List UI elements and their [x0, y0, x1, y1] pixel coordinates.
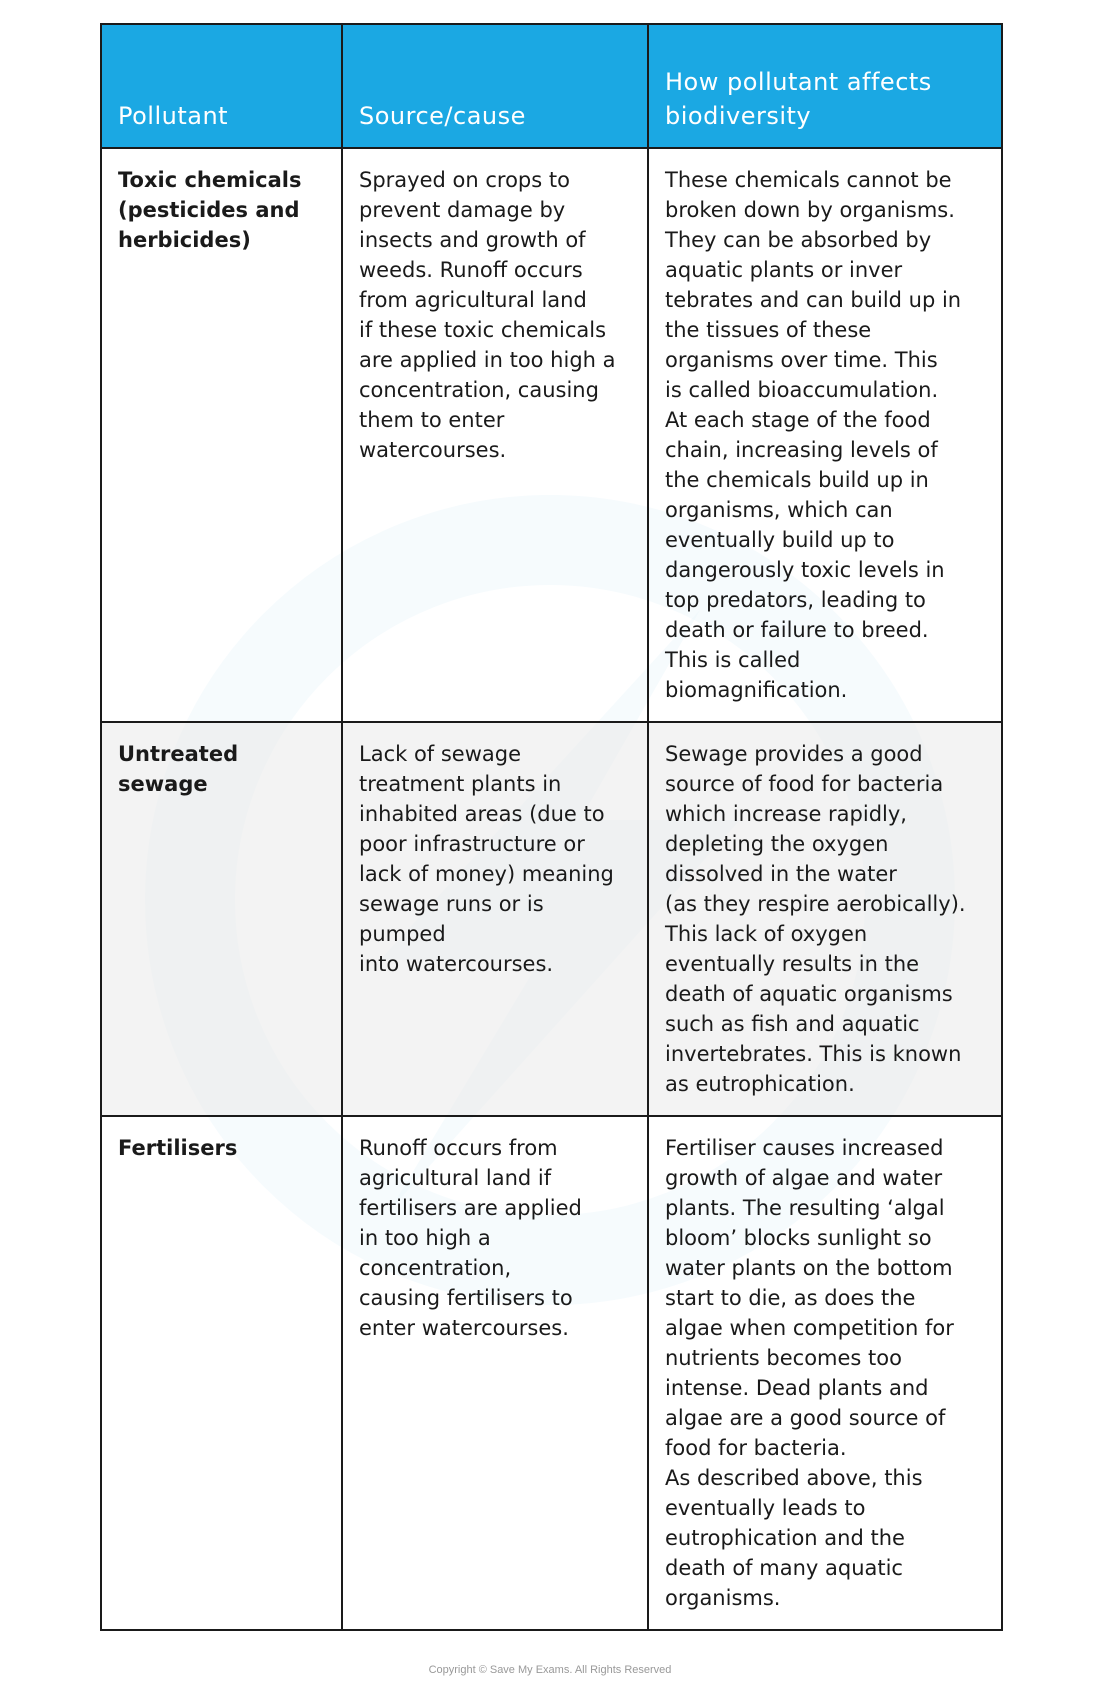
- copyright-notice: Copyright © Save My Exams. All Rights Reserved: [428, 1664, 672, 1676]
- header-biodiversity-effect: How pollutant affects biodiversity: [648, 24, 1002, 148]
- header-source-cause: Source/cause: [342, 24, 648, 148]
- effect-cell: Fertiliser causes increased growth of algae and water plants. The resulting ‘algal bloom’ blocks sunlight so water plants on the bottom start to die, as does the algae when competition for nutrients becomes too intense. Dead plants and algae are a good source of food for bacteria. As described above, this eventually leads to eutrophication and the death of many aquatic organisms.: [648, 1116, 1002, 1630]
- source-cell: Sprayed on crops to prevent damage by insects and growth of weeds. Runoff occurs from agricultural land if these toxic chemicals are applied in too high a concentration, causing them to enter watercourses.: [342, 148, 648, 722]
- pollutant-cell: Fertilisers: [101, 1116, 342, 1630]
- effect-cell: These chemicals cannot be broken down by organisms. They can be absorbed by aquatic plants or inver tebrates and can build up in the tissues of these organisms over time. This is called bioaccumulation. At each stage of the food chain, increasing levels of the chemicals build up in organisms, which can eventually build up to dangerously toxic levels in top predators, leading to death or failure to breed. This is called biomagnification.: [648, 148, 1002, 722]
- pollutant-cell: Untreated sewage: [101, 722, 342, 1116]
- table-row: [101, 148, 1002, 722]
- pollution-table: [100, 23, 1003, 1631]
- table-row: [101, 722, 1002, 1116]
- source-cell: Lack of sewage treatment plants in inhabited areas (due to poor infrastructure or lack of money) meaning sewage runs or is pumped into watercourses.: [342, 722, 648, 1116]
- pollutant-cell: Toxic chemicals (pesticides and herbicides): [101, 148, 342, 722]
- source-cell: Runoff occurs from agricultural land if fertilisers are applied in too high a concentration, causing fertilisers to enter watercourses.: [342, 1116, 648, 1630]
- header-pollutant: Pollutant: [101, 24, 342, 148]
- table-header-row: [101, 24, 1002, 148]
- table-row: [101, 1116, 1002, 1630]
- effect-cell: Sewage provides a good source of food for bacteria which increase rapidly, depleting the oxygen dissolved in the water (as they respire aerobically). This lack of oxygen eventually results in the death of aquatic organisms such as fish and aquatic invertebrates. This is known as eutrophication.: [648, 722, 1002, 1116]
